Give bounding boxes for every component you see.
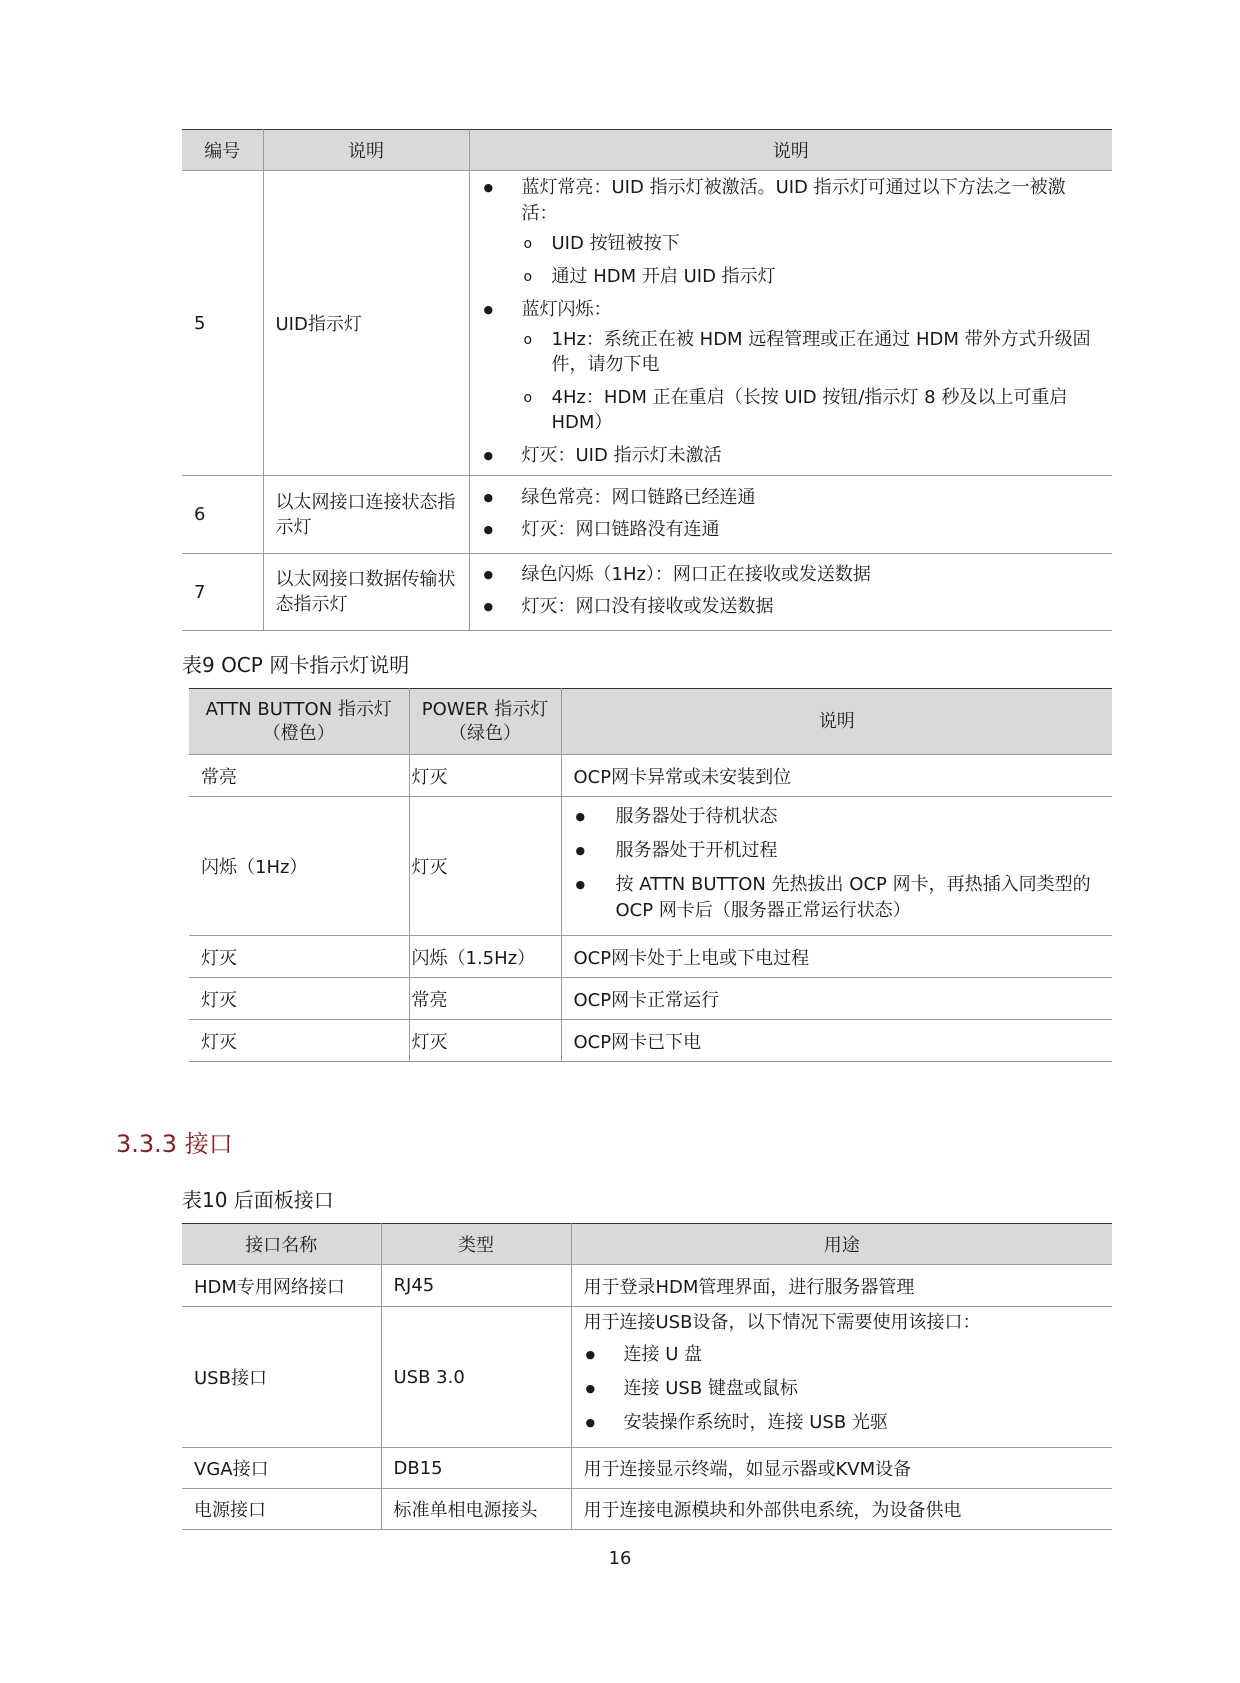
list-item: ● 蓝灯闪烁： o 1Hz：系统正在被 HDM 远程管理或正在通过 HDM 带外方式升级固件，请勿下电 o 4Hz：HDM 正在重启（长按 UID 按钮/指示灯 8 秒及以上可重启 HDM） bbox=[482, 297, 1101, 435]
page-number: 16 bbox=[608, 1548, 632, 1569]
interface-usage: 用于登录HDM管理界面，进行服务器管理 bbox=[571, 1265, 1112, 1307]
table-row bbox=[189, 797, 1112, 936]
interface-type: DB15 bbox=[381, 1448, 571, 1489]
row-description bbox=[561, 797, 1112, 936]
table-row bbox=[182, 1265, 1112, 1307]
row-description: OCP网卡正常运行 bbox=[561, 978, 1112, 1020]
interface-type: USB 3.0 bbox=[381, 1307, 571, 1448]
row-number: 5 bbox=[182, 171, 263, 476]
interface-name: VGA接口 bbox=[182, 1448, 381, 1489]
ocp-led-table bbox=[189, 688, 1112, 1062]
header-type: 类型 bbox=[381, 1224, 571, 1265]
table-row bbox=[182, 1489, 1112, 1530]
table-caption: 表9 OCP 网卡指示灯说明 bbox=[182, 653, 410, 677]
header-usage: 用途 bbox=[571, 1224, 1112, 1265]
list-item: ● 灯灭：网口链路没有连通 bbox=[482, 517, 1101, 543]
row-name: 以太网接口数据传输状态指示灯 bbox=[263, 554, 469, 631]
power-state: 闪烁（1.5Hz） bbox=[409, 936, 561, 978]
list-item: ● 按 ATTN BUTTON 先热拔出 OCP 网卡，再热插入同类型的 OCP 网卡后（服务器正常运行状态） bbox=[574, 872, 1101, 924]
table-header-row bbox=[189, 689, 1112, 755]
sub-list-item: o 通过 HDM 开启 UID 指示灯 bbox=[522, 264, 1101, 289]
row-number: 6 bbox=[182, 476, 263, 554]
list-item: ● 绿色闪烁（1Hz）：网口正在接收或发送数据 bbox=[482, 562, 1101, 588]
attn-state: 常亮 bbox=[189, 755, 409, 797]
power-state: 灯灭 bbox=[409, 797, 561, 936]
interface-type: 标准单相电源接头 bbox=[381, 1489, 571, 1530]
row-description: OCP网卡处于上电或下电过程 bbox=[561, 936, 1112, 978]
row-name: UID指示灯 bbox=[263, 171, 469, 476]
interface-name: USB接口 bbox=[182, 1307, 381, 1448]
list-item: ● 蓝灯常亮：UID 指示灯被激活。UID 指示灯可通过以下方法之一被激活： o UID 按钮被按下 o 通过 HDM 开启 UID 指示灯 bbox=[482, 175, 1101, 289]
rear-panel-interface-table bbox=[182, 1223, 1112, 1530]
row-description bbox=[469, 476, 1112, 554]
interface-usage bbox=[571, 1307, 1112, 1448]
interface-type: RJ45 bbox=[381, 1265, 571, 1307]
header-attn: ATTN BUTTON 指示灯 （橙色） bbox=[189, 689, 409, 755]
row-number: 7 bbox=[182, 554, 263, 631]
table-row bbox=[182, 1448, 1112, 1489]
list-item: ● 灯灭：UID 指示灯未激活 bbox=[482, 443, 1101, 469]
table-row bbox=[182, 171, 1112, 476]
interface-usage: 用于连接显示终端，如显示器或KVM设备 bbox=[571, 1448, 1112, 1489]
attn-state: 灯灭 bbox=[189, 1020, 409, 1062]
list-item: ● 绿色常亮：网口链路已经连通 bbox=[482, 485, 1101, 511]
table-row bbox=[189, 978, 1112, 1020]
sub-list-item: o 1Hz：系统正在被 HDM 远程管理或正在通过 HDM 带外方式升级固件，请勿下电 bbox=[522, 327, 1101, 377]
power-state: 灯灭 bbox=[409, 1020, 561, 1062]
usage-lead: 用于连接USB设备，以下情况下需要使用该接口： bbox=[583, 1312, 981, 1333]
power-state: 灯灭 bbox=[409, 755, 561, 797]
row-description: OCP网卡异常或未安装到位 bbox=[561, 755, 1112, 797]
table-row bbox=[182, 476, 1112, 554]
table-header-row bbox=[182, 130, 1112, 171]
sub-list-item: o UID 按钮被按下 bbox=[522, 231, 1101, 256]
section-heading: 3.3.3 接口 bbox=[116, 1130, 233, 1158]
list-item: ● 连接 U 盘 bbox=[584, 1342, 1101, 1368]
interface-name: HDM专用网络接口 bbox=[182, 1265, 381, 1307]
table-row bbox=[189, 936, 1112, 978]
power-state: 常亮 bbox=[409, 978, 561, 1020]
header-number: 编号 bbox=[182, 130, 263, 171]
row-description: OCP网卡已下电 bbox=[561, 1020, 1112, 1062]
table-row bbox=[189, 1020, 1112, 1062]
table-row bbox=[182, 1307, 1112, 1448]
header-description: 说明 bbox=[469, 130, 1112, 171]
led-table-continued bbox=[182, 129, 1112, 631]
list-item: ● 灯灭：网口没有接收或发送数据 bbox=[482, 594, 1101, 620]
header-power: POWER 指示灯 （绿色） bbox=[409, 689, 561, 755]
list-item: ● 安装操作系统时，连接 USB 光驱 bbox=[584, 1410, 1101, 1436]
list-item: ● 连接 USB 键盘或鼠标 bbox=[584, 1376, 1101, 1402]
row-name: 以太网接口连接状态指示灯 bbox=[263, 476, 469, 554]
row-description bbox=[469, 171, 1112, 476]
interface-usage: 用于连接电源模块和外部供电系统，为设备供电 bbox=[571, 1489, 1112, 1530]
table-header-row bbox=[182, 1224, 1112, 1265]
list-item: ● 服务器处于待机状态 bbox=[574, 804, 1101, 830]
interface-name: 电源接口 bbox=[182, 1489, 381, 1530]
table-row bbox=[182, 554, 1112, 631]
list-item: ● 服务器处于开机过程 bbox=[574, 838, 1101, 864]
header-interface-name: 接口名称 bbox=[182, 1224, 381, 1265]
table-row bbox=[189, 755, 1112, 797]
table-caption: 表10 后面板接口 bbox=[182, 1188, 334, 1212]
header-description: 说明 bbox=[561, 689, 1112, 755]
sub-list-item: o 4Hz：HDM 正在重启（长按 UID 按钮/指示灯 8 秒及以上可重启 HDM） bbox=[522, 385, 1101, 435]
attn-state: 闪烁（1Hz） bbox=[189, 797, 409, 936]
row-description bbox=[469, 554, 1112, 631]
attn-state: 灯灭 bbox=[189, 936, 409, 978]
header-name: 说明 bbox=[263, 130, 469, 171]
attn-state: 灯灭 bbox=[189, 978, 409, 1020]
